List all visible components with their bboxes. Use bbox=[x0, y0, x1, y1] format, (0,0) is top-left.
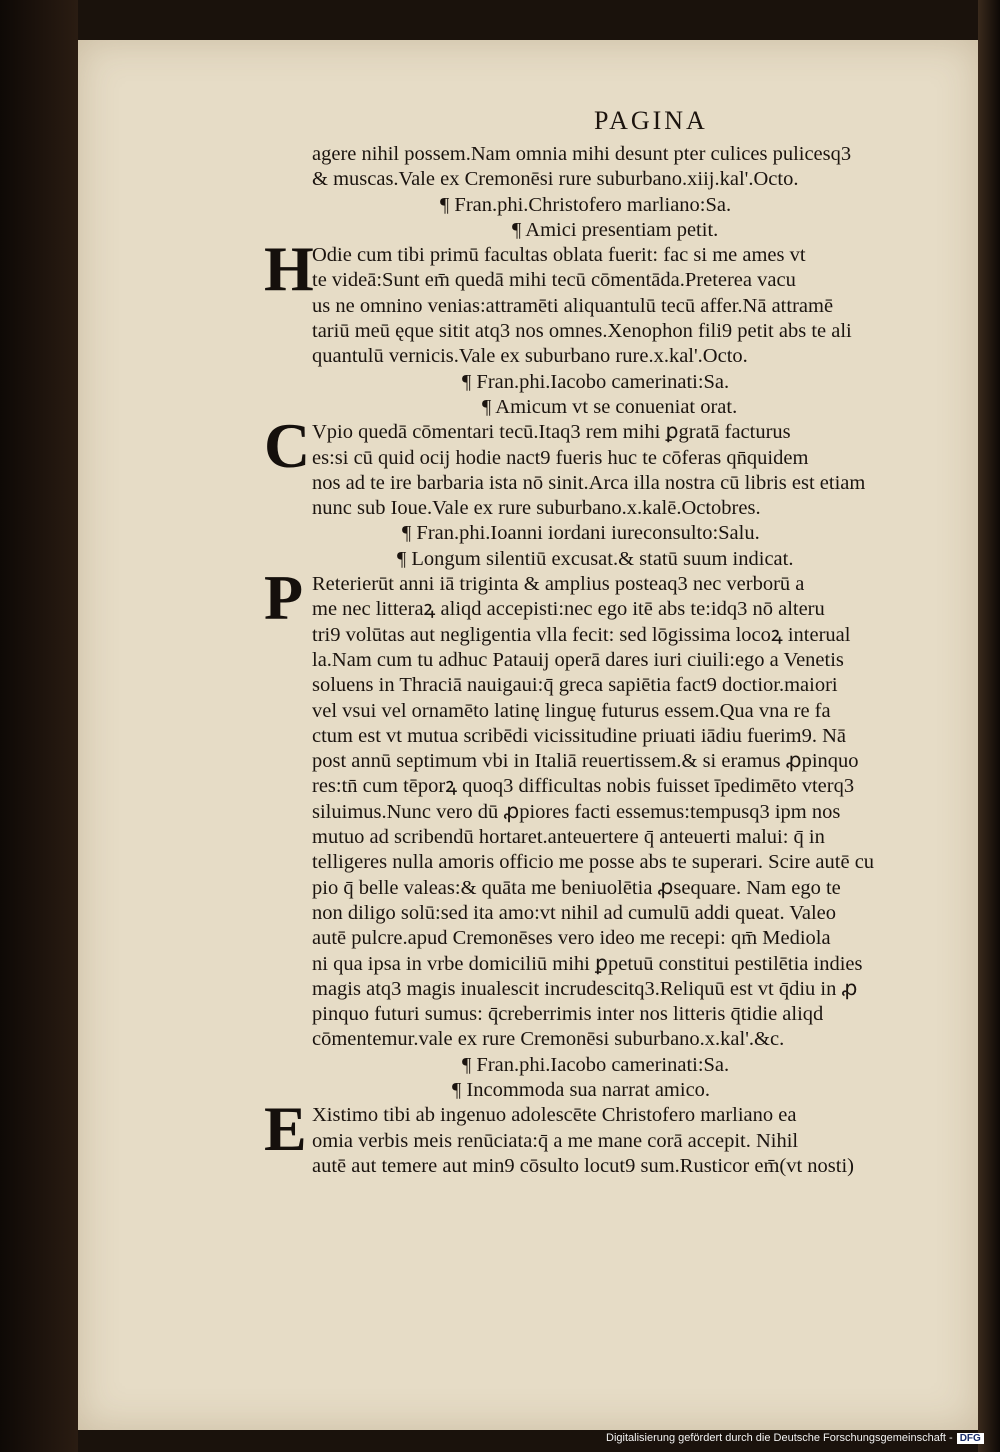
text-line: agere nihil possem.Nam omnia mihi desunt pter culices pulicesq3 bbox=[312, 143, 852, 165]
book-edge bbox=[978, 0, 1000, 1452]
text-line: cōmentemur.vale ex rure Cremonēsi suburbano.x.kal'.&c. bbox=[312, 1028, 785, 1051]
text-line: omia verbis meis renūciata:q̄ a me mane corā accepit. Nihil bbox=[312, 1129, 799, 1152]
text-line: autē aut temere aut min9 cōsulto locut9 sum.Rusticor em̄(vt nosti) bbox=[312, 1154, 854, 1177]
heading-line: ¶ Fran.phi.Iacobo camerinati:Sa. bbox=[462, 370, 730, 393]
text-line: siluimus.Nunc vero dū ꝓpiores facti essemus:tempusq3 ipm nos bbox=[312, 800, 841, 823]
text-line: te videā:Sunt em̄ quedā mihi tecū cōmentāda.Preterea vacu bbox=[312, 269, 796, 292]
text-line: tariū meū ęque sitit atq3 nos omnes.Xenophon fili9 petit abs te ali bbox=[312, 320, 852, 343]
text-line: ni qua ipsa in vrbe domiciliū mihi ꝑpetuū constitui pestilētia indies bbox=[312, 952, 863, 975]
heading-line: ¶ Fran.phi.Iacobo camerinati:Sa. bbox=[462, 1053, 730, 1076]
text-line: la.Nam cum tu adhuc Patauij operā dares iuri ciuili:ego a Venetis bbox=[312, 648, 844, 671]
text-line: res:tn̄ cum tēporꝝ quoq3 difficultas nobis fuisset īpedimēto vterq3 bbox=[312, 775, 855, 798]
text-line: me nec litteraꝝ aliqd accepisti:nec ego itē abs te:idq3 nō alteru bbox=[312, 598, 825, 621]
footer-text: Digitalisierung gefördert durch die Deutsche Forschungsgemeinschaft - bbox=[606, 1432, 953, 1444]
text-line: es:si cū quid ocij hodie nact9 fueris huc te cōferas qn̄quidem bbox=[312, 446, 809, 469]
text-line: Reterierūt anni iā triginta & amplius posteaq3 nec verborū a bbox=[312, 573, 805, 596]
text-block bbox=[264, 142, 942, 1179]
text-line: us ne omnino venias:attramēti aliquantulū tecū affer.Nā attramē bbox=[312, 294, 834, 317]
footer-credit bbox=[606, 1432, 984, 1444]
initial-letter: P bbox=[264, 562, 304, 634]
text-line: Odie cum tibi primū facultas oblata fuerit: fac si me ames vt bbox=[312, 244, 806, 267]
initial-letter: H bbox=[264, 233, 314, 305]
text-line: autē pulcre.apud Cremonēses vero ideo me recepi: qm̄ Mediola bbox=[312, 927, 831, 950]
heading-line: ¶ Fran.phi.Christofero marliano:Sa. bbox=[440, 193, 732, 216]
text-line: magis atq3 magis inualescit incrudescitq3.Reliquū est vt q̄diu in ꝓ bbox=[312, 977, 858, 1000]
text-line: tri9 volūtas aut negligentia vlla fecit: sed lōgissima locoꝝ interual bbox=[312, 623, 851, 646]
text-line: non diligo solū:sed ita amo:vt nihil ad cumulū addi queat. Valeo bbox=[312, 901, 837, 924]
text-line: quantulū vernicis.Vale ex suburbano rure.x.kal'.Octo. bbox=[312, 345, 748, 368]
text-line: Vpio quedā cōmentari tecū.Itaq3 rem mihi ꝑgratā facturus bbox=[312, 421, 791, 444]
text-line: post annū septimum vbi in Italiā reuertissem.& si eramus ꝓpinquo bbox=[312, 750, 859, 773]
text-line: mutuo ad scribendū hortaret.anteuertere q̄ anteuerti malui: q̄ in bbox=[312, 826, 825, 849]
heading-line: ¶ Fran.phi.Ioanni iordani iureconsulto:Salu. bbox=[402, 522, 760, 545]
heading-line: ¶ Longum silentiū excusat.& statū suum indicat. bbox=[397, 547, 794, 570]
text-line: & muscas.Vale ex Cremonēsi rure suburbano.xiij.kal'.Octo. bbox=[312, 168, 799, 191]
text-line: nos ad te ire barbaria ista nō sinit.Arca illa nostra cū libris est etiam bbox=[312, 471, 866, 494]
page-header: PAGINA bbox=[594, 106, 708, 135]
heading-line: ¶ Incommoda sua narrat amico. bbox=[452, 1078, 711, 1101]
book-gutter bbox=[0, 0, 78, 1452]
initial-letter: C bbox=[264, 410, 311, 482]
text-line: soluens in Thraciā nauigaui:q̄ greca sapiētia fact9 doctior.maiori bbox=[312, 674, 838, 697]
text-line: pinquo futuri sumus: q̄creberrimis inter nos litteris q̄tidie aliqd bbox=[312, 1003, 824, 1026]
text-line: Xistimo tibi ab ingenuo adolescēte Christofero marliano ea bbox=[312, 1104, 797, 1127]
text-line: ctum est vt mutua scribēdi vicissitudine priuati iādiu fuerim9. Nā bbox=[312, 724, 847, 747]
dfg-logo: DFG bbox=[957, 1433, 984, 1444]
heading-line: ¶ Amici presentiam petit. bbox=[512, 218, 719, 241]
initial-letter: E bbox=[264, 1093, 307, 1165]
heading-line: ¶ Amicum vt se conueniat orat. bbox=[482, 395, 738, 418]
text-line: pio q̄ belle valeas:& quāta me beniuolētia ꝓsequare. Nam ego te bbox=[312, 876, 841, 899]
text-line: nunc sub Ioue.Vale ex rure suburbano.x.kalē.Octobres. bbox=[312, 497, 761, 520]
text-line: telligeres nulla amoris officio me posse abs te superari. Scire autē cu bbox=[312, 851, 875, 874]
text-line: vel vsui vel ornamēto latinę linguę futurus essem.Qua vna re fa bbox=[312, 699, 831, 722]
